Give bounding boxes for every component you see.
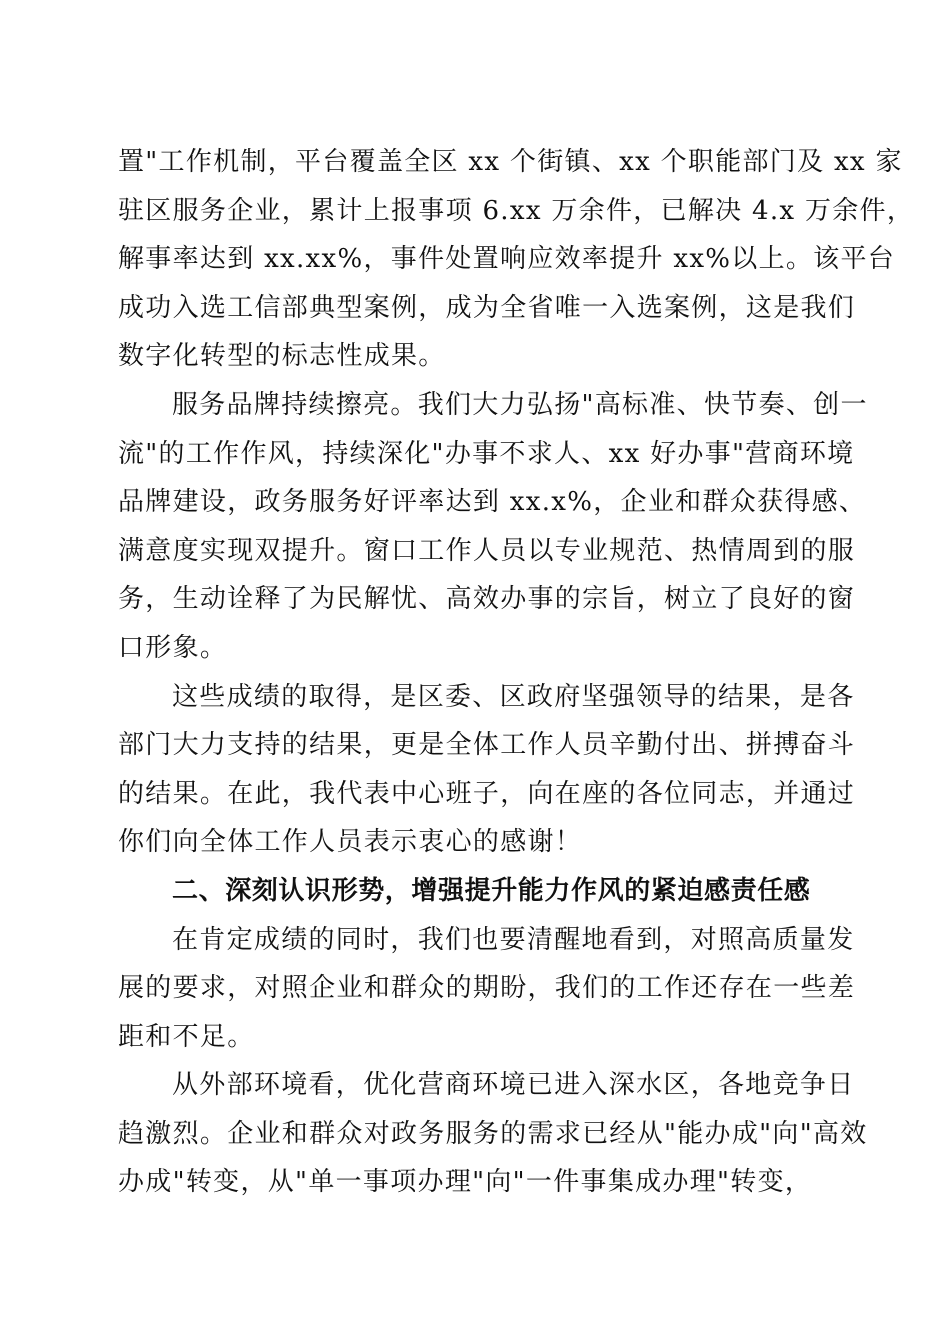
paragraph-shortcomings [118, 916, 856, 1062]
text-line: 你们向全体工作人员表示衷心的感谢！ [118, 827, 583, 858]
text-line: 趋激烈。企业和群众对政务服务的需求已经从"能办成"向"高效 [118, 1118, 868, 1149]
text-line: 满意度实现双提升。窗口工作人员以专业规范、热情周到的服 [118, 535, 856, 566]
paragraph-platform-results [118, 138, 915, 381]
paragraph-service-brand [118, 381, 868, 673]
text-line: 办成"转变，从"单一事项办理"向"一件事集成办理"转变， [118, 1167, 813, 1198]
text-line: 从外部环境看，优化营商环境已进入深水区，各地竞争日 [172, 1070, 855, 1101]
text-line: 部门大力支持的结果，更是全体工作人员辛勤付出、拼搏奋斗 [118, 730, 856, 761]
text-line: 品牌建设，政务服务好评率达到 xx.x%，企业和群众获得感、 [118, 487, 867, 518]
section-heading [118, 867, 838, 916]
text-line: 解事率达到 xx.xx%，事件处置响应效率提升 xx%以上。该平台 [118, 244, 896, 275]
text-line: 展的要求，对照企业和群众的期盼，我们的工作还存在一些差 [118, 973, 856, 1004]
text-line: 这些成绩的取得，是区委、区政府坚强领导的结果，是各 [172, 681, 855, 712]
document-body [118, 138, 915, 1207]
text-line: 流"的工作作风，持续深化"办事不求人、xx 好办事"营商环境 [118, 438, 855, 469]
text-line: 口形象。 [118, 632, 228, 663]
text-line: 置"工作机制，平台覆盖全区 xx 个街镇、xx 个职能部门及 xx 家 [118, 147, 903, 177]
text-line: 务，生动诠释了为民解忧、高效办事的宗旨，树立了良好的窗 [118, 584, 856, 615]
section-heading-text: 二、深刻认识形势，增强提升能力作风的紧迫感责任感 [172, 875, 811, 906]
text-line: 服务品牌持续擦亮。我们大力弘扬"高标准、快节奏、创一 [172, 389, 868, 420]
paragraph-acknowledgement [118, 673, 856, 867]
text-line: 距和不足。 [118, 1021, 255, 1052]
text-line: 的结果。在此，我代表中心班子，向在座的各位同志，并通过 [118, 778, 856, 809]
text-line: 在肯定成绩的同时，我们也要清醒地看到，对照高质量发 [172, 924, 855, 955]
text-line: 驻区服务企业，累计上报事项 6.xx 万余件，已解决 4.x 万余件， [118, 195, 915, 226]
text-line: 数字化转型的标志性成果。 [118, 341, 446, 372]
paragraph-external-environment [118, 1061, 868, 1207]
text-line: 成功入选工信部典型案例，成为全省唯一入选案例，这是我们 [118, 292, 856, 323]
